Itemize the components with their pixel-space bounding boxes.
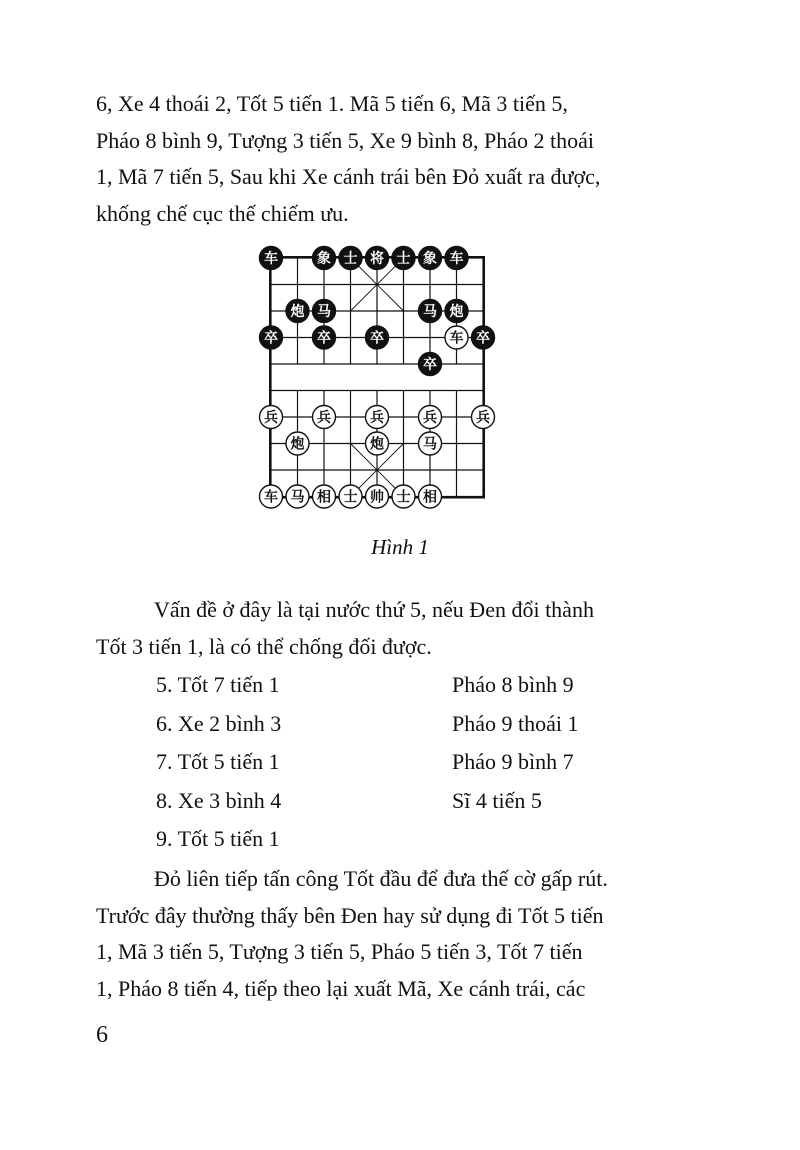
red-piece xyxy=(286,485,309,508)
svg-text:士: 士 xyxy=(343,489,358,506)
svg-text:车: 车 xyxy=(264,251,278,267)
black-piece xyxy=(260,247,283,270)
black-piece xyxy=(472,326,495,349)
red-piece xyxy=(286,432,309,455)
svg-text:相: 相 xyxy=(317,489,331,506)
black-piece xyxy=(313,247,336,270)
svg-text:卒: 卒 xyxy=(423,357,437,373)
svg-text:马: 马 xyxy=(423,304,437,320)
black-move: Pháo 9 bình 7 xyxy=(452,749,574,774)
board-grid xyxy=(270,257,484,498)
text-line: khống chế cục thế chiếm ưu. xyxy=(96,200,349,226)
svg-text:兵: 兵 xyxy=(476,410,490,426)
figure-caption: Hình 1 xyxy=(371,535,429,559)
red-piece xyxy=(260,406,283,429)
move-row xyxy=(156,782,676,821)
svg-text:帅: 帅 xyxy=(370,489,384,506)
black-piece xyxy=(419,300,442,323)
svg-text:卒: 卒 xyxy=(476,330,490,347)
red-piece xyxy=(313,485,336,508)
red-piece xyxy=(419,406,442,429)
red-piece xyxy=(366,406,389,429)
svg-text:象: 象 xyxy=(317,251,331,267)
black-piece xyxy=(445,247,468,270)
text-line: Tốt 3 tiến 1, là có thể chống đối được. xyxy=(96,633,432,659)
svg-text:炮: 炮 xyxy=(449,304,464,320)
black-piece xyxy=(419,353,442,376)
svg-text:士: 士 xyxy=(343,251,358,267)
svg-text:车: 车 xyxy=(449,251,464,267)
red-piece xyxy=(445,326,468,349)
black-piece xyxy=(313,326,336,349)
black-move: Sĩ 4 tiến 5 xyxy=(452,787,542,813)
svg-text:马: 马 xyxy=(423,436,437,453)
black-piece xyxy=(445,300,468,323)
red-piece xyxy=(419,485,442,508)
red-move: 7. Tốt 5 tiến 1 xyxy=(156,749,280,774)
svg-text:士: 士 xyxy=(396,251,411,267)
svg-text:兵: 兵 xyxy=(423,410,437,426)
black-piece xyxy=(286,300,309,323)
black-move: Pháo 8 bình 9 xyxy=(452,672,574,697)
black-piece xyxy=(313,300,336,323)
black-piece xyxy=(419,247,442,270)
svg-text:兵: 兵 xyxy=(370,410,384,426)
paragraph-analysis xyxy=(96,592,708,665)
red-piece xyxy=(313,406,336,429)
svg-text:炮: 炮 xyxy=(290,304,305,320)
svg-text:卒: 卒 xyxy=(317,330,331,347)
svg-text:马: 马 xyxy=(290,489,305,506)
black-piece xyxy=(260,326,283,349)
svg-text:卒: 卒 xyxy=(370,330,384,347)
svg-text:炮: 炮 xyxy=(290,436,305,453)
red-move: 8. Xe 3 bình 4 xyxy=(156,787,282,813)
red-move: 9. Tốt 5 tiến 1 xyxy=(156,826,280,851)
svg-text:象: 象 xyxy=(423,251,437,267)
black-piece xyxy=(339,247,362,270)
move-row xyxy=(156,705,676,744)
text-line: 1, Mã 3 tiến 5, Tượng 3 tiến 5, Pháo 5 tiến 3, Tốt 7 tiến xyxy=(96,939,583,964)
text-line: Đỏ liên tiếp tấn công Tốt đầu để đưa thế cờ gấp rút. xyxy=(154,866,608,891)
svg-text:炮: 炮 xyxy=(370,436,384,453)
text-line: Trước đây thường thấy bên Đen hay sử dụng đi Tốt 5 tiến xyxy=(96,902,604,928)
paragraph-continuation-2 xyxy=(96,861,708,1007)
red-piece xyxy=(419,432,442,455)
text-line: 1, Mã 7 tiến 5, Sau khi Xe cánh trái bên Đỏ xuất ra được, xyxy=(96,164,601,189)
black-piece xyxy=(392,247,415,270)
svg-text:兵: 兵 xyxy=(264,410,278,426)
text-line: Vấn đề ở đây là tại nước thứ 5, nếu Đen đổi thành xyxy=(154,597,594,622)
svg-text:将: 将 xyxy=(370,251,384,267)
red-move: 6. Xe 2 bình 3 xyxy=(156,710,282,736)
red-piece xyxy=(366,432,389,455)
svg-text:士: 士 xyxy=(396,489,411,506)
black-move: Pháo 9 thoái 1 xyxy=(452,710,579,736)
text-line: 6, Xe 4 thoái 2, Tốt 5 tiến 1. Mã 5 tiến 6, Mã 3 tiến 5, xyxy=(96,91,568,116)
black-piece xyxy=(366,326,389,349)
svg-text:相: 相 xyxy=(423,489,437,506)
svg-text:车: 车 xyxy=(449,330,464,347)
red-piece xyxy=(260,485,283,508)
xiangqi-board-diagram xyxy=(250,240,500,518)
svg-text:卒: 卒 xyxy=(264,330,278,347)
svg-text:车: 车 xyxy=(264,489,278,506)
text-line: 1, Pháo 8 tiến 4, tiếp theo lại xuất Mã, Xe cánh trái, các xyxy=(96,975,586,1001)
red-move: 5. Tốt 7 tiến 1 xyxy=(156,672,280,697)
black-piece xyxy=(366,247,389,270)
move-row xyxy=(156,666,676,705)
svg-text:兵: 兵 xyxy=(317,410,331,426)
move-list xyxy=(156,666,676,859)
move-row xyxy=(156,820,676,859)
red-piece xyxy=(339,485,362,508)
svg-text:马: 马 xyxy=(317,304,331,320)
page-number: 6 xyxy=(96,1022,108,1048)
text-line: Pháo 8 bình 9, Tượng 3 tiến 5, Xe 9 bình 8, Pháo 2 thoái xyxy=(96,127,594,153)
red-piece xyxy=(392,485,415,508)
red-piece xyxy=(472,406,495,429)
move-row xyxy=(156,743,676,782)
red-piece xyxy=(366,485,389,508)
paragraph-continuation xyxy=(96,86,708,232)
